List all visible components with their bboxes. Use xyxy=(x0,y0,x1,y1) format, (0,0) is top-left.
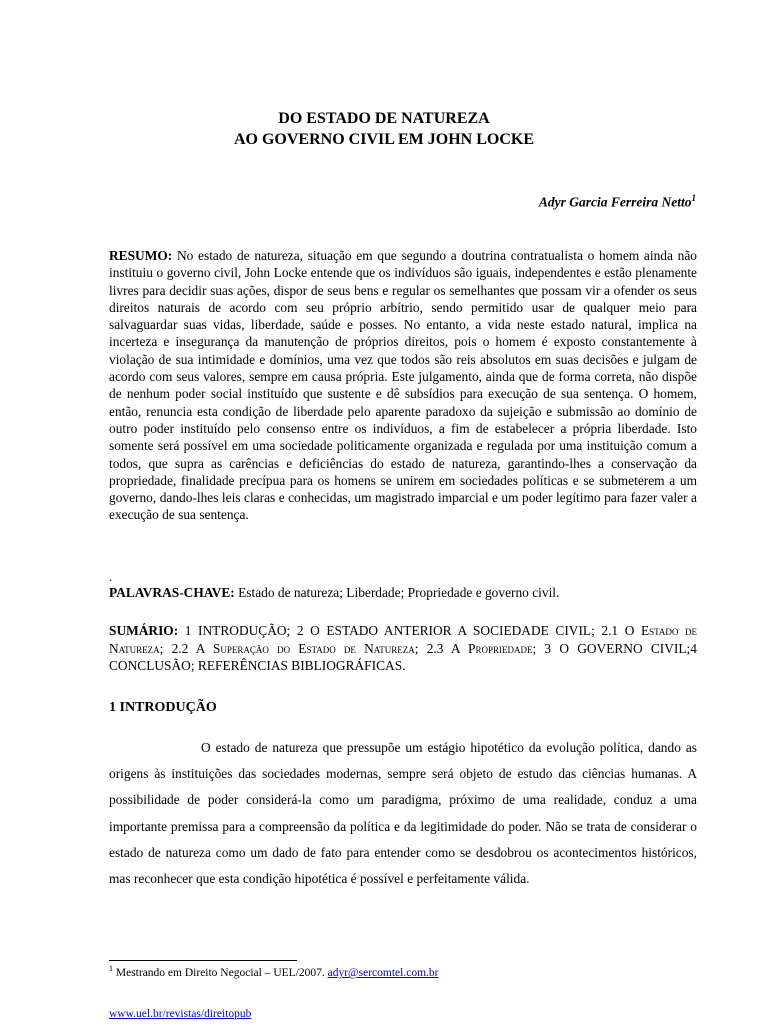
summary-label: SUMÁRIO: xyxy=(109,623,179,638)
footnote-text: Mestrando em Direito Negocial – UEL/2007. xyxy=(115,966,325,979)
title-line-2: AO GOVERNO CIVIL EM JOHN LOCKE xyxy=(233,131,535,148)
author-name: Adyr Garcia Ferreira Netto xyxy=(538,194,692,210)
abstract-label: RESUMO: xyxy=(109,248,173,263)
summary-part-3: 3 O GOVERNO CIVIL;4 CONCLUSÃO; REFERÊNCIAS BIBLIOGRÁFICAS. xyxy=(109,640,697,673)
author-line xyxy=(539,193,696,211)
stray-mark: . xyxy=(109,569,113,584)
title-line-1: DO ESTADO DE NATUREZA xyxy=(278,110,490,127)
footnote-mark: 1 xyxy=(109,964,113,973)
footnote-divider xyxy=(109,960,297,961)
introduction-paragraph xyxy=(109,735,697,892)
summary-part-1: 1 INTRODUÇÃO; 2 O ESTADO ANTERIOR A SOCIEDADE CIVIL; 2.1 O xyxy=(184,623,635,638)
keywords xyxy=(109,584,697,601)
footnote-email-link[interactable]: adyr@sercomtel.com.br xyxy=(327,966,439,979)
paragraph-text: O estado de natureza que pressupõe um estágio hipotético da evolução política, dando as origens às instituições das sociedades modernas, sempre será objeto de estudo das ciências humanas. A possibilidade de poder considerá-la como um paradigma, próximo de uma realidade, conduz a uma importante premissa para a compreensão da política e da legitimidade do poder. Não se trata de considerar o estado de natureza como um dado de fato para entender como se desdobrou os acontecimentos históricos, mas reconhecer que esta condição hipotética é possível e perfeitamente válida. xyxy=(109,740,697,887)
paper-title xyxy=(0,108,768,150)
summary-part-2: Estado de Natureza; 2.2 A Superação do Estado de Natureza; 2.3 A Propriedade; xyxy=(109,623,697,656)
table-of-contents xyxy=(109,622,697,675)
keywords-text: Estado de natureza; Liberdade; Propriedade e governo civil. xyxy=(238,585,560,600)
section-heading: 1 INTRODUÇÃO xyxy=(109,700,217,715)
author-footnote-mark: 1 xyxy=(691,193,696,203)
abstract xyxy=(109,247,697,524)
footer-url-link[interactable]: www.uel.br/revistas/direitopub xyxy=(109,1008,252,1020)
keywords-label: PALAVRAS-CHAVE: xyxy=(109,585,235,600)
abstract-text: No estado de natureza, situação em que segundo a doutrina contratualista o homem ainda não instituiu o governo civil, John Locke entende que os indivíduos são iguais, independentes e estão plenamente livres para decidir suas ações, dispor de seus bens e regular os semelhantes que possam vir a ofender os seus direitos naturais de acordo com seu próprio arbítrio, sendo permitido usar de qualquer meio para salvaguardar suas vidas, liberdade, saúde e posses. No entanto, a vida neste estado natural, implica na incerteza e insegurança da manutenção de próprios direitos, pois o homem é exposto constantemente à violação de sua intimidade e domínios, uma vez que todos são reis absolutos em suas decisões e julgam de acordo com seus valores, sempre em causa própria. Este julgamento, ainda que de forma correta, não dispõe de nenhum poder social instituído que sustente e dê subsídios para execução de sua sentença. O homem, então, renuncia esta condição de liberdade pelo aparente paradoxo da sujeição e submissão ao domínio de outro poder instituído pelo consenso entre os indivíduos, a fim de estabelecer a própria liberdade. Isto somente será possível em uma sociedade politicamente organizada e regulada por uma instituição comum a todos, que supra as carências e deficiências do estado de natureza, garantindo-lhes a conservação da propriedade, finalidade precípua para os homens se unirem em sociedades políticas e se submeterem a um governo, dando-lhes leis claras e conhecidas, um magistrado imparcial e um poder legítimo para fazer valer a execução de sua sentença. xyxy=(109,248,697,523)
footnote xyxy=(109,964,438,979)
